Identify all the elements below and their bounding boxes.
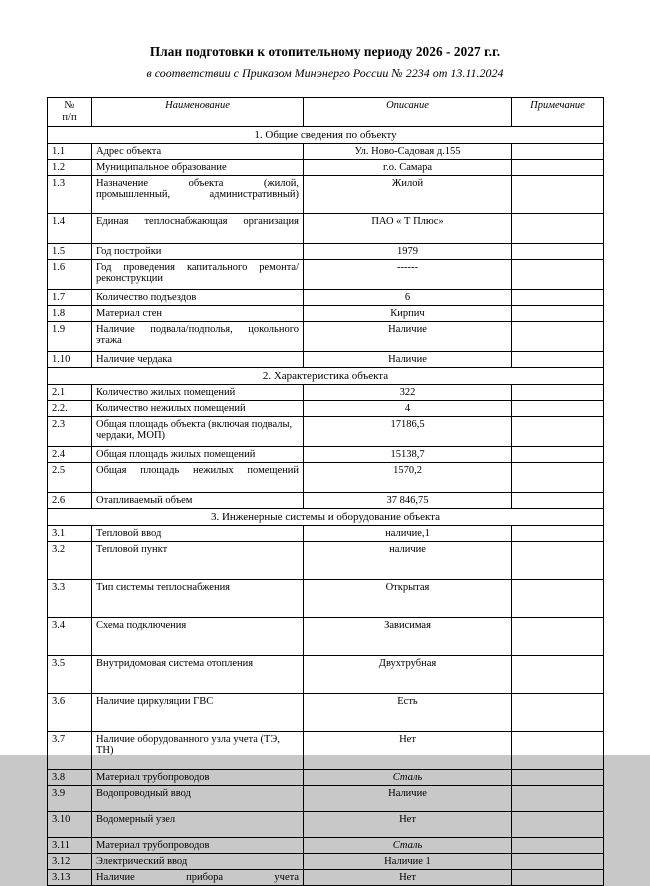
row-note	[512, 260, 604, 290]
row-description: Нет	[304, 732, 512, 770]
row-note	[512, 176, 604, 214]
table-body	[48, 127, 604, 886]
table-row	[48, 542, 604, 580]
row-description: Есть	[304, 694, 512, 732]
row-note	[512, 656, 604, 694]
row-name: Наличие оборудованного узла учета (ТЭ, ТН)	[92, 732, 304, 770]
row-number: 3.6	[48, 694, 92, 732]
row-name: Водомерный узел	[92, 812, 304, 838]
row-number: 2.3	[48, 417, 92, 447]
column-header-number	[48, 98, 92, 127]
table-row	[48, 417, 604, 447]
row-note	[512, 401, 604, 417]
row-description: ------	[304, 260, 512, 290]
table-header	[48, 98, 604, 127]
row-description: Открытая	[304, 580, 512, 618]
row-note	[512, 838, 604, 854]
section-header-row	[48, 368, 604, 385]
row-description: 15138,7	[304, 447, 512, 463]
row-number: 3.2	[48, 542, 92, 580]
row-number: 3.13	[48, 870, 92, 886]
column-header-note: Примечание	[512, 98, 604, 127]
row-name: Общая площадь объекта (включая подвалы, чердаки, МОП)	[92, 417, 304, 447]
row-description: 4	[304, 401, 512, 417]
row-number: 3.1	[48, 526, 92, 542]
row-number: 1.6	[48, 260, 92, 290]
row-note	[512, 244, 604, 260]
row-note	[512, 214, 604, 244]
row-number: 1.4	[48, 214, 92, 244]
row-name: Общая площадь нежилых помещений	[92, 463, 304, 493]
row-name: Тепловой пункт	[92, 542, 304, 580]
table-row	[48, 144, 604, 160]
table-row	[48, 694, 604, 732]
row-note	[512, 417, 604, 447]
table-row	[48, 493, 604, 509]
table-row	[48, 463, 604, 493]
row-name: Назначение объекта (жилой, промышленный, административный)	[92, 176, 304, 214]
row-description: 37 846,75	[304, 493, 512, 509]
row-description: Нет	[304, 812, 512, 838]
row-name: Отапливаемый объем	[92, 493, 304, 509]
table-row	[48, 260, 604, 290]
row-number: 2.5	[48, 463, 92, 493]
row-description: Зависимая	[304, 618, 512, 656]
row-description: Наличие	[304, 322, 512, 352]
table-row	[48, 447, 604, 463]
table-row	[48, 770, 604, 786]
row-description: Сталь	[304, 770, 512, 786]
row-name: Тип системы теплоснабжения	[92, 580, 304, 618]
row-note	[512, 870, 604, 886]
row-name: Материал стен	[92, 306, 304, 322]
table-row	[48, 176, 604, 214]
row-description: 17186,5	[304, 417, 512, 447]
table-row	[48, 401, 604, 417]
column-header-description: Описание	[304, 98, 512, 127]
section-title: 3. Инженерные системы и оборудование объекта	[48, 509, 604, 526]
table-row	[48, 854, 604, 870]
row-number: 1.2	[48, 160, 92, 176]
row-name: Адрес объекта	[92, 144, 304, 160]
row-note	[512, 322, 604, 352]
row-name: Муниципальное образование	[92, 160, 304, 176]
table-row	[48, 656, 604, 694]
row-number: 2.6	[48, 493, 92, 509]
row-number: 3.12	[48, 854, 92, 870]
row-note	[512, 447, 604, 463]
column-header-name: Наименование	[92, 98, 304, 127]
row-number: 3.10	[48, 812, 92, 838]
row-number: 2.4	[48, 447, 92, 463]
table-row	[48, 352, 604, 368]
row-number: 1.7	[48, 290, 92, 306]
row-name: Год проведения капитального ремонта/реконструкции	[92, 260, 304, 290]
table-row	[48, 290, 604, 306]
page-title: План подготовки к отопительному периоду 2026 - 2027 г.г.	[149, 44, 501, 59]
section-header-row	[48, 509, 604, 526]
row-number: 3.4	[48, 618, 92, 656]
page-subtitle: в соответствии с Приказом Минэнерго России № 2234 от 13.11.2024	[146, 66, 504, 80]
row-number: 3.5	[48, 656, 92, 694]
row-note	[512, 694, 604, 732]
section-title: 1. Общие сведения по объекту	[48, 127, 604, 144]
row-description: ПАО « Т Плюс»	[304, 214, 512, 244]
row-note	[512, 854, 604, 870]
row-number: 1.9	[48, 322, 92, 352]
row-number: 2.1	[48, 385, 92, 401]
row-note	[512, 542, 604, 580]
row-name: Год постройки	[92, 244, 304, 260]
row-number: 2.2.	[48, 401, 92, 417]
row-name: Количество подъездов	[92, 290, 304, 306]
table-row	[48, 812, 604, 838]
heating-preparation-table	[47, 97, 604, 886]
row-number: 1.3	[48, 176, 92, 214]
row-name: Наличие прибора учета	[92, 870, 304, 886]
row-description: 6	[304, 290, 512, 306]
row-name: Наличие подвала/подполья, цокольного этажа	[92, 322, 304, 352]
table-row	[48, 870, 604, 886]
row-description: Наличие	[304, 352, 512, 368]
table-row	[48, 385, 604, 401]
table-row	[48, 306, 604, 322]
table-row	[48, 838, 604, 854]
row-name: Наличие циркуляции ГВС	[92, 694, 304, 732]
row-note	[512, 306, 604, 322]
table-row	[48, 786, 604, 812]
row-note	[512, 352, 604, 368]
column-header-number-line1: №	[64, 100, 75, 111]
row-note	[512, 160, 604, 176]
row-name: Наличие чердака	[92, 352, 304, 368]
table-row	[48, 580, 604, 618]
row-description: Сталь	[304, 838, 512, 854]
row-name: Общая площадь жилых помещений	[92, 447, 304, 463]
row-note	[512, 618, 604, 656]
row-name: Количество нежилых помещений	[92, 401, 304, 417]
table-row	[48, 214, 604, 244]
row-number: 3.8	[48, 770, 92, 786]
row-note	[512, 580, 604, 618]
row-name: Водопроводный ввод	[92, 786, 304, 812]
row-note	[512, 786, 604, 812]
row-number: 3.3	[48, 580, 92, 618]
row-name: Материал трубопроводов	[92, 838, 304, 854]
table-row	[48, 732, 604, 770]
row-name: Внутридомовая система отопления	[92, 656, 304, 694]
row-number: 3.9	[48, 786, 92, 812]
row-description: Кирпич	[304, 306, 512, 322]
row-number: 1.10	[48, 352, 92, 368]
row-note	[512, 732, 604, 770]
row-name: Материал трубопроводов	[92, 770, 304, 786]
table-row	[48, 160, 604, 176]
row-name: Количество жилых помещений	[92, 385, 304, 401]
row-note	[512, 812, 604, 838]
row-number: 1.5	[48, 244, 92, 260]
row-description: г.о. Самара	[304, 160, 512, 176]
row-name: Схема подключения	[92, 618, 304, 656]
row-name: Тепловой ввод	[92, 526, 304, 542]
row-name: Электрический ввод	[92, 854, 304, 870]
row-number: 1.8	[48, 306, 92, 322]
row-number: 3.11	[48, 838, 92, 854]
row-note	[512, 493, 604, 509]
row-description: Наличие 1	[304, 854, 512, 870]
row-description: 1979	[304, 244, 512, 260]
column-header-number-line2: п/п	[62, 112, 77, 124]
section-title: 2. Характеристика объекта	[48, 368, 604, 385]
table-header-row	[48, 98, 604, 127]
row-note	[512, 463, 604, 493]
row-note	[512, 770, 604, 786]
row-note	[512, 290, 604, 306]
row-note	[512, 144, 604, 160]
table-row	[48, 618, 604, 656]
row-description: наличие	[304, 542, 512, 580]
row-description: Жилой	[304, 176, 512, 214]
row-description: наличие,1	[304, 526, 512, 542]
table-row	[48, 244, 604, 260]
section-header-row	[48, 127, 604, 144]
row-description: 1570,2	[304, 463, 512, 493]
row-description: 322	[304, 385, 512, 401]
row-name: Единая теплоснабжающая организация	[92, 214, 304, 244]
row-description: Двухтрубная	[304, 656, 512, 694]
row-description: Нет	[304, 870, 512, 886]
row-description: Наличие	[304, 786, 512, 812]
table-row	[48, 526, 604, 542]
row-note	[512, 526, 604, 542]
row-note	[512, 385, 604, 401]
table-row	[48, 322, 604, 352]
row-number: 1.1	[48, 144, 92, 160]
row-number: 3.7	[48, 732, 92, 770]
row-description: Ул. Ново-Садовая д.155	[304, 144, 512, 160]
